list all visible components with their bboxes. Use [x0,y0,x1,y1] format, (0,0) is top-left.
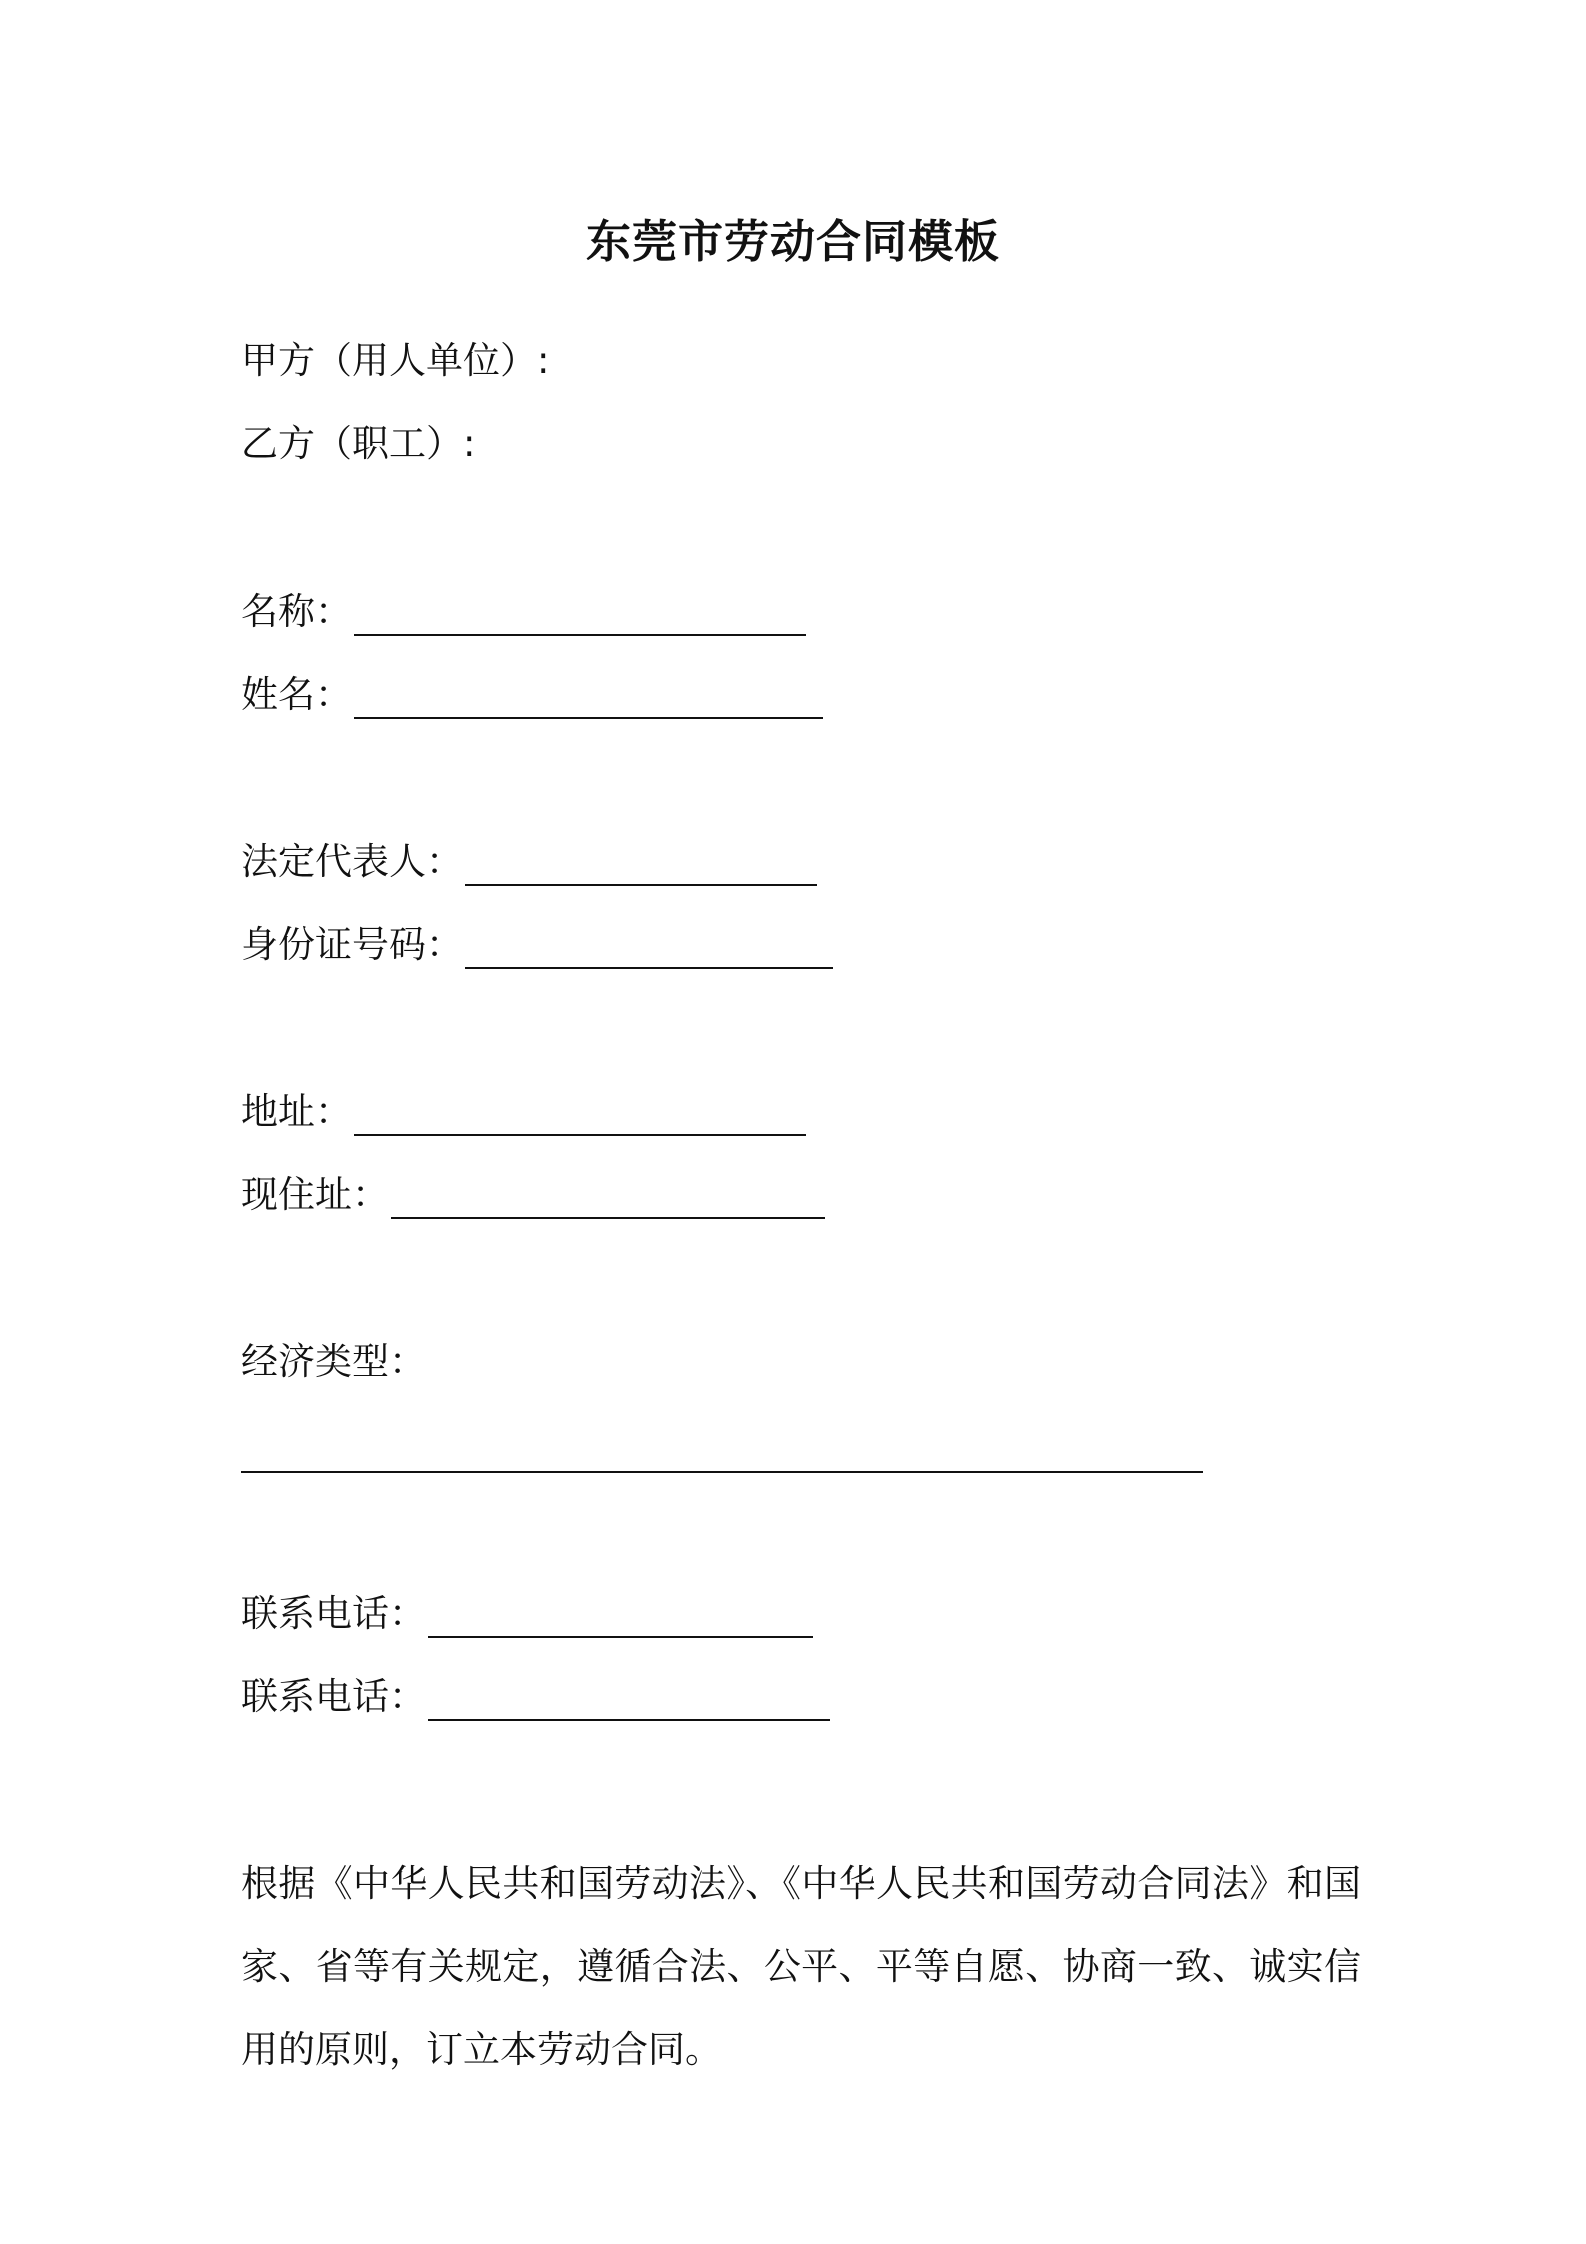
field-id-number-blank[interactable] [465,927,833,969]
field-phone-2 [241,1673,830,1721]
field-current-address-label: 现住址： [241,1173,389,1216]
field-name [241,588,806,636]
field-economic-type-label: 经济类型： [241,1340,426,1383]
field-name-label: 名称： [241,590,352,633]
field-id-number-label: 身份证号码： [241,923,463,966]
field-person-name-label: 姓名： [241,673,352,716]
field-legal-rep [241,838,817,886]
field-legal-rep-label: 法定代表人： [241,840,463,883]
field-phone-2-blank[interactable] [428,1679,830,1721]
party-b-label [241,420,475,468]
preamble-paragraph: 根据《中华人民共和国劳动法》、《中华人民共和国劳动合同法》和国家、省等有关规定，遵循合法、公平、平等自愿、协商一致、诚实信用的原则，订立本劳动合同。 [241,1862,1361,2071]
field-id-number [241,921,833,969]
field-economic-type-blank[interactable] [241,1471,1203,1473]
field-economic-type [241,1338,426,1386]
field-current-address-blank[interactable] [391,1177,825,1219]
field-current-address [241,1171,825,1219]
field-name-blank[interactable] [354,594,806,636]
field-legal-rep-blank[interactable] [465,844,817,886]
document-title: 东莞市劳动合同模板 [585,215,1000,268]
field-phone-1-label: 联系电话： [241,1592,426,1635]
field-address-blank[interactable] [354,1094,806,1136]
field-phone-1-blank[interactable] [428,1596,813,1638]
field-person-name-blank[interactable] [354,677,823,719]
field-address [241,1088,806,1136]
field-address-label: 地址： [241,1090,352,1133]
party-a-label [241,337,549,385]
field-phone-1 [241,1590,813,1638]
party-a-label-text: 甲方（用人单位）: [241,339,550,382]
party-b-label-text: 乙方（职工）: [241,422,476,465]
field-phone-2-label: 联系电话： [241,1675,426,1718]
field-person-name [241,671,823,719]
